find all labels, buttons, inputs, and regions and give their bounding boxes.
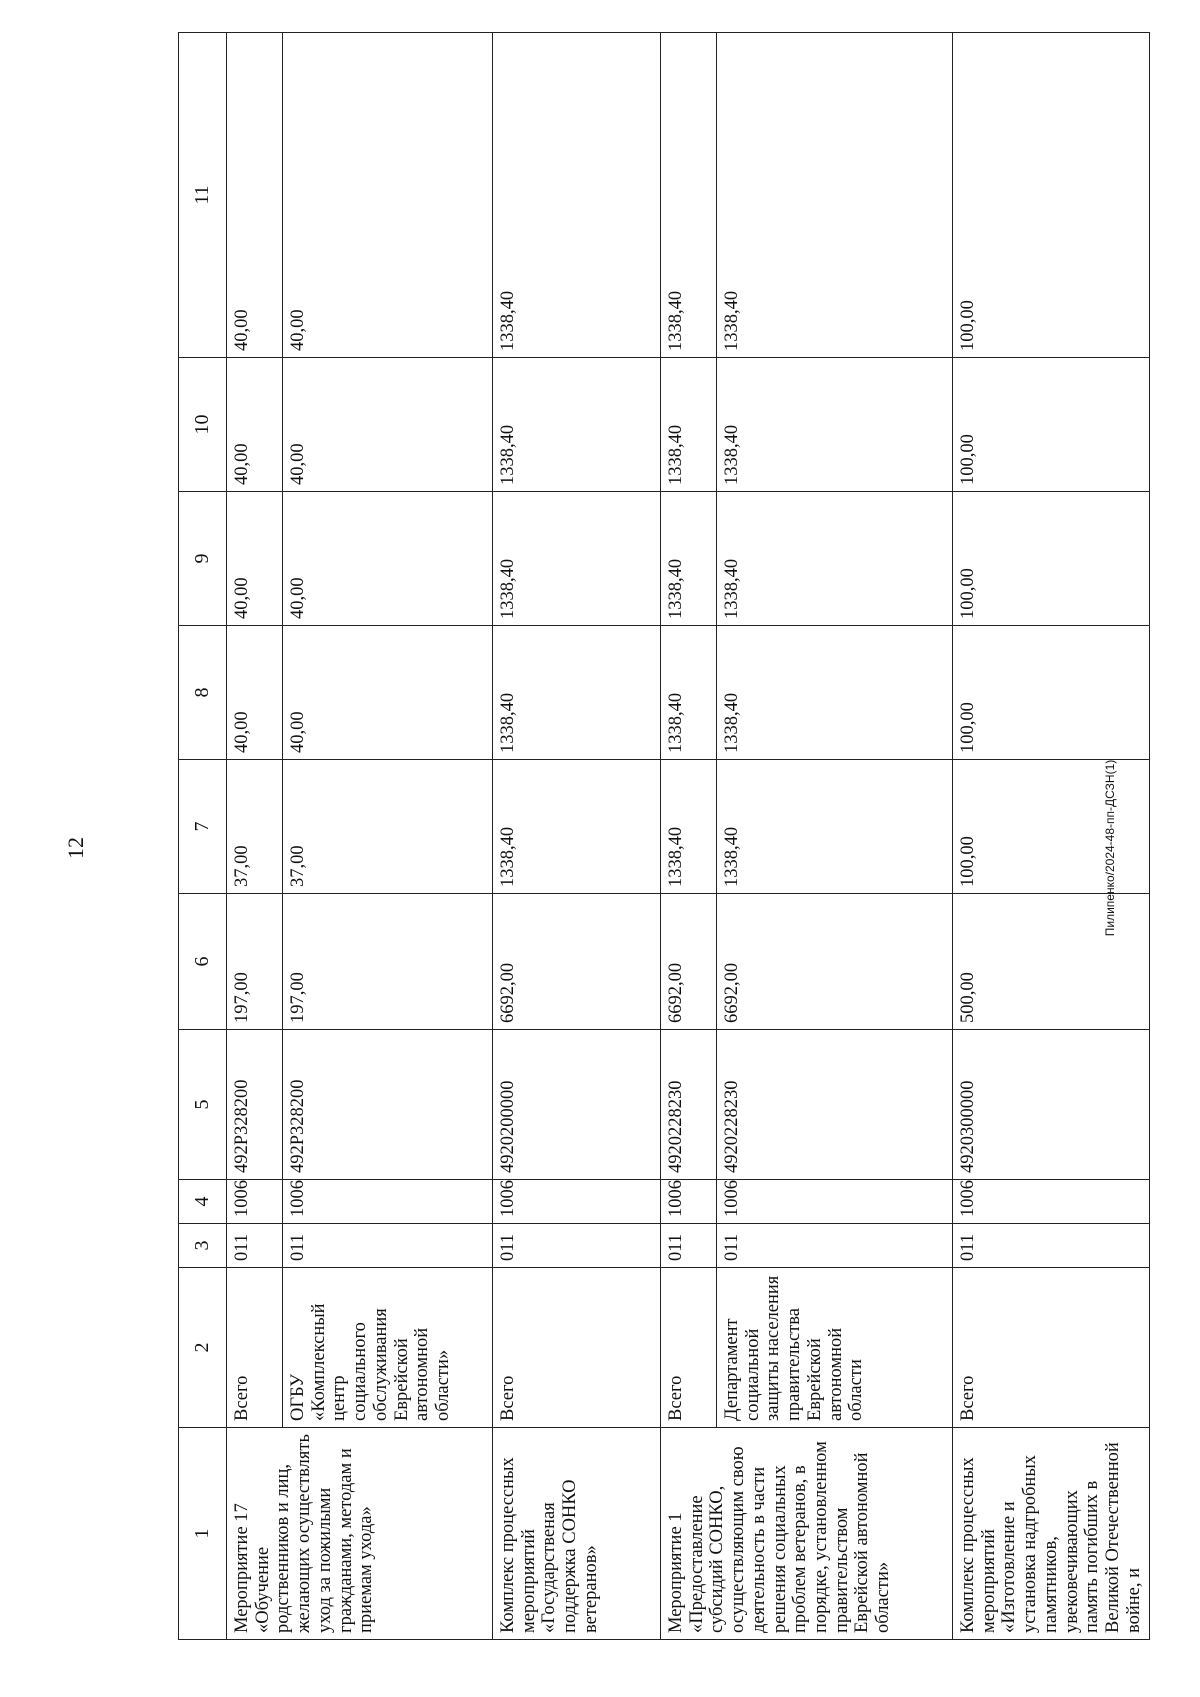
amount-cell: 1338,40 (493, 760, 661, 894)
activity-name-cell: Комплекс процессных мероприятий «Изготовление и установка надгробных памятников, увековечивающих память погибших в Великой Отечественной войне, и (953, 1428, 1150, 1640)
header-col-3: 3 (179, 1224, 227, 1268)
code-target-cell: 4920300000 (953, 1030, 1150, 1180)
amount-cell: 1338,40 (717, 626, 953, 760)
header-col-11: 11 (179, 33, 227, 358)
activity-name-cell: Мероприятие 1 «Предоставление субсидий СОНКО, осуществляющим свою деятельность в части решения социальных проблем ветеранов, в порядке, установленном правительством Еврейской автономной области» (661, 1428, 953, 1640)
table-row (661, 33, 717, 1640)
amount-total-cell: 6692,00 (661, 894, 717, 1030)
amount-cell: 100,00 (953, 33, 1150, 358)
amount-cell: 40,00 (283, 358, 493, 492)
amount-cell: 40,00 (283, 626, 493, 760)
code-section-cell: 1006 (953, 1180, 1150, 1224)
amount-total-cell: 6692,00 (493, 894, 661, 1030)
table-row (717, 33, 953, 1640)
code-grbs-cell: 011 (493, 1224, 661, 1268)
code-grbs-cell: 011 (661, 1224, 717, 1268)
activity-name-cell: Мероприятие 17 «Обучение родственников и лиц, желающих осуществлять уход за пожилыми гражданами, методам и приемам ухода» (227, 1428, 493, 1640)
code-target-cell: 492Р328200 (227, 1030, 283, 1180)
executor-cell: ОГБУ «Комплексный центр социального обслуживания Еврейской автономной области» (283, 1268, 493, 1428)
amount-cell: 40,00 (283, 33, 493, 358)
code-section-cell: 1006 (717, 1180, 953, 1224)
amount-total-cell: 197,00 (283, 894, 493, 1030)
amount-cell: 40,00 (227, 492, 283, 626)
amount-cell: 1338,40 (717, 33, 953, 358)
table-row (953, 33, 1150, 1640)
code-target-cell: 4920228230 (661, 1030, 717, 1180)
amount-cell: 1338,40 (661, 358, 717, 492)
code-section-cell: 1006 (661, 1180, 717, 1224)
budget-table (178, 32, 1150, 1640)
amount-cell: 1338,40 (493, 492, 661, 626)
amount-cell: 100,00 (953, 626, 1150, 760)
amount-cell: 1338,40 (493, 33, 661, 358)
header-col-5: 5 (179, 1030, 227, 1180)
header-col-6: 6 (179, 894, 227, 1030)
code-target-cell: 492Р328200 (283, 1030, 493, 1180)
amount-cell: 40,00 (227, 626, 283, 760)
code-grbs-cell: 011 (717, 1224, 953, 1268)
activity-name-cell: Комплекс процессных мероприятий «Государственая поддержка СОНКО ветеранов» (493, 1428, 661, 1640)
header-col-4: 4 (179, 1180, 227, 1224)
executor-cell: Всего (953, 1268, 1150, 1428)
executor-cell: Всего (661, 1268, 717, 1428)
amount-cell: 40,00 (283, 492, 493, 626)
executor-cell: Всего (493, 1268, 661, 1428)
amount-cell: 1338,40 (717, 492, 953, 626)
code-section-cell: 1006 (227, 1180, 283, 1224)
amount-cell: 1338,40 (661, 760, 717, 894)
amount-cell: 1338,40 (493, 358, 661, 492)
amount-cell: 100,00 (953, 492, 1150, 626)
code-section-cell: 1006 (493, 1180, 661, 1224)
amount-cell: 1338,40 (661, 626, 717, 760)
table-row (283, 33, 493, 1640)
executor-cell: Департамент социальной защиты населения правительства Еврейской автономной области (717, 1268, 953, 1428)
amount-total-cell: 6692,00 (717, 894, 953, 1030)
amount-cell: 1338,40 (493, 626, 661, 760)
code-grbs-cell: 011 (283, 1224, 493, 1268)
code-target-cell: 4920200000 (493, 1030, 661, 1180)
amount-cell: 100,00 (953, 760, 1150, 894)
amount-total-cell: 500,00 (953, 894, 1150, 1030)
document-code: Пилипенко/2024-48-пп-ДСЗН(1) (1103, 759, 1117, 937)
header-col-7: 7 (179, 760, 227, 894)
rotated-table-container (178, 32, 1144, 1640)
amount-cell: 40,00 (227, 358, 283, 492)
amount-cell: 1338,40 (717, 358, 953, 492)
amount-total-cell: 197,00 (227, 894, 283, 1030)
header-col-8: 8 (179, 626, 227, 760)
table-row (493, 33, 661, 1640)
page-number: 12 (63, 837, 88, 859)
amount-cell: 1338,40 (661, 492, 717, 626)
amount-cell: 100,00 (953, 358, 1150, 492)
code-grbs-cell: 011 (227, 1224, 283, 1268)
amount-cell: 37,00 (283, 760, 493, 894)
amount-cell: 1338,40 (717, 760, 953, 894)
header-col-10: 10 (179, 358, 227, 492)
header-col-2: 2 (179, 1268, 227, 1428)
amount-cell: 40,00 (227, 33, 283, 358)
header-col-1: 1 (179, 1428, 227, 1640)
amount-cell: 1338,40 (661, 33, 717, 358)
table-row (227, 33, 283, 1640)
executor-cell: Всего (227, 1268, 283, 1428)
code-grbs-cell: 011 (953, 1224, 1150, 1268)
header-col-9: 9 (179, 492, 227, 626)
header-row (179, 33, 227, 1640)
code-target-cell: 4920228230 (717, 1030, 953, 1180)
code-section-cell: 1006 (283, 1180, 493, 1224)
amount-cell: 37,00 (227, 760, 283, 894)
